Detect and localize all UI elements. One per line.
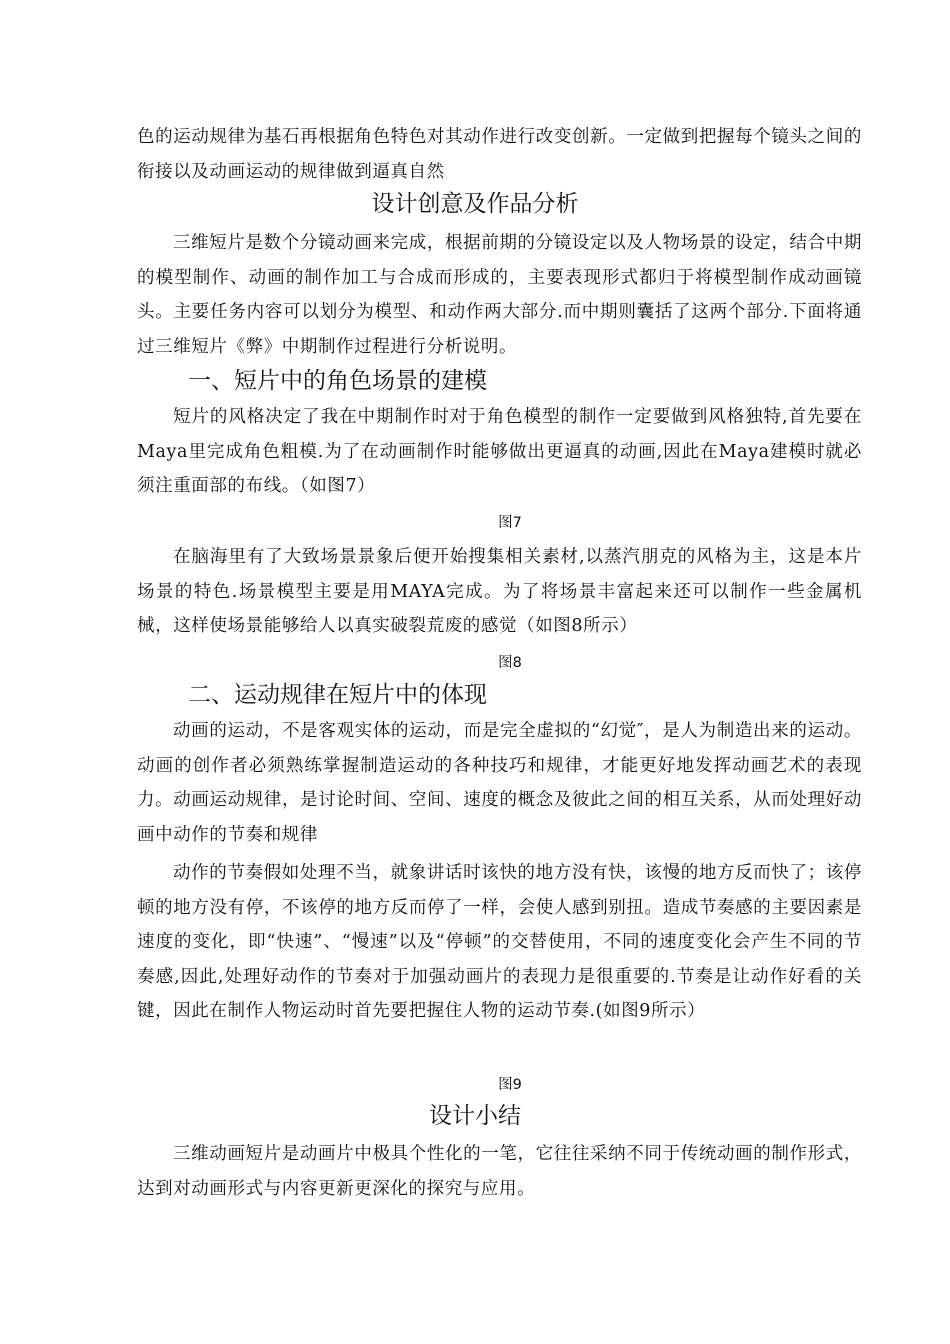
- scene-paragraph: 在脑海里有了大致场景景象后便开始搜集相关素材,以蒸汽朋克的风格为主，这是本片场景的特色.场景模型主要是用MAYA完成。为了将场景丰富起来还可以制作一些金属机械，这样使场景能够给人以真实破裂荒废的感觉（如图8所示）: [137, 547, 862, 636]
- figure-caption-7: 图7: [498, 515, 522, 531]
- summary-paragraph: 三维动画短片是动画片中极具个性化的一笔，它往往采纳不同于传统动画的制作形式，达到对动画形式与内容更新更深化的探究与应用。: [137, 1144, 862, 1199]
- figure-caption-8: 图8: [498, 655, 522, 671]
- intro-paragraph: 色的运动规律为基石再根据角色特色对其动作进行改变创新。一定做到把握每个镜头之间的衔接以及动画运动的规律做到逼真自然: [137, 127, 862, 182]
- modeling-paragraph: 短片的风格决定了我在中期制作时对于角色模型的制作一定要做到风格独特,首先要在Maya里完成角色粗模.为了在动画制作时能够做出更逼真的动画,因此在Maya建模时就必须注重面部的布线。（如图7）: [137, 407, 862, 496]
- motion-paragraph-2: 动作的节奏假如处理不当，就象讲话时该快的地方没有快，该慢的地方反而快了；该停顿的地方没有停，不该停的地方反而停了一样，会使人感到别扭。造成节奏感的主要因素是速度的变化，即“快速”、“慢速”以及“停顿”的交替使用，不同的速度变化会产生不同的节奏感,因此,处理好动作的节奏对于加强动画片的表现力是很重要的.节奏是让动作好看的关键，因此在制作人物运动时首先要把握住人物的运动节奏.(如图9所示）: [137, 863, 862, 1021]
- figure-caption-9: 图9: [498, 1077, 522, 1093]
- motion-paragraph-1: 动画的运动，不是客观实体的运动，而是完全虚拟的“幻觉″，是人为制造出来的运动。动画的创作者必须熟练掌握制造运动的各种技巧和规律，才能更好地发挥动画艺术的表现力。动画运动规律，是讨论时间、空间、速度的概念及彼此之间的相互关系，从而处理好动画中动作的节奏和规律: [137, 721, 862, 845]
- section-heading-modeling: 一、短片中的角色场景的建模: [188, 368, 487, 394]
- section-heading-summary: 设计小结: [429, 1103, 521, 1129]
- design-paragraph: 三维短片是数个分镜动画来完成，根据前期的分镜设定以及人物场景的设定，结合中期的模型制作、动画的制作加工与合成而形成的，主要表现形式都归于将模型制作成动画镜头。主要任务内容可以划分为模型、和动作两大部分.而中期则囊括了这两个部分.下面将通过三维短片《弊》中期制作过程进行分析说明。: [137, 233, 862, 357]
- section-heading-design: 设计创意及作品分析: [371, 191, 579, 217]
- section-heading-motion: 二、运动规律在短片中的体现: [188, 682, 487, 708]
